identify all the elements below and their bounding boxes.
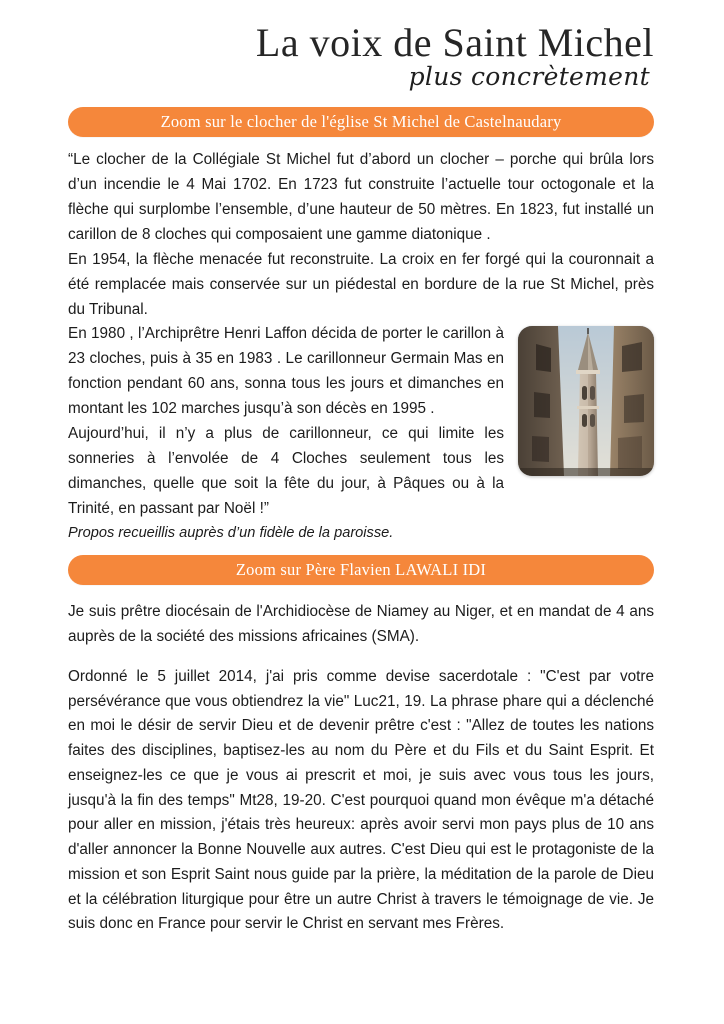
- page-title: La voix de Saint Michel: [255, 20, 654, 65]
- article-clocher: [68, 148, 654, 546]
- photo-illustration: [518, 326, 654, 476]
- paragraph: En 1954, la flèche menacée fut reconstruite. La croix en fer forgé qui la couronnait a été remplacée mais conservée sur un piédestal en bordure de la rue St Michel, près du Tribunal.: [68, 250, 654, 318]
- paragraph: “Le clocher de la Collégiale St Michel fut d’abord un clocher – porche qui brûla lors d’un incendie le 4 Mai 1702. En 1723 fut construite l’actuelle tour octogonale et la flèche qui surplombe l’ensemble, d’une hauteur de 50 mètres. En 1823, fut installé un carillon de 8 cloches qui composaient une gamme diatonique .: [68, 151, 654, 243]
- paragraph: Je suis prêtre diocésain de l'Archidiocèse de Niamey au Niger, et en mandat de 4 ans auprès de la société des missions africaines (SMA).: [68, 602, 654, 645]
- paragraph: Aujourd’hui, il n’y a plus de carillonneur, ce qui limite les sonneries à l’envolée de 4 Cloches seulement tous les dimanches, quelle que soit la fête du jour, à Pâques ou à la Trinité, en passant par Noël !”: [68, 425, 504, 517]
- clocher-eglise-photo: [518, 326, 654, 476]
- article-pere-flavien: [68, 600, 654, 937]
- section-banner-pere-flavien: Zoom sur Père Flavien LAWALI IDI: [68, 555, 654, 585]
- paragraph: En 1980 , l’Archiprêtre Henri Laffon décida de porter le carillon à 23 cloches, puis à 35 en 1983 . Le carillonneur Germain Mas en fonction pendant 60 ans, sonna tous les jours et dimanches en montant les 102 marches jusqu’à son décès en 1995 .: [68, 325, 504, 418]
- masthead: [68, 0, 654, 91]
- section-banner-clocher: Zoom sur le clocher de l'église St Michel de Castelnaudary: [68, 107, 654, 137]
- paragraph: Ordonné le 5 juillet 2014, j'ai pris comme devise sacerdotale : "C'est par votre persévérance que vous obtiendrez la vie" Luc21, 19. La phrase phare qui a déclenché en moi le désir de servir Dieu et de devenir prêtre c'est : "Allez de toutes les nations faites des disciplines, baptisez-les au nom du Père et du Fils et du Saint Esprit. Et enseignez-les ce que je vous ai prescrit et moi, je suis avec vous tous les jours, jusqu'à la fin des temps" Mt28, 19-20. C'est pourquoi quand mon évêque m'a détaché pour aller en mission, j'étais très heureux: après avoir servi mon pays plus de 10 ans d'aller annoncer la Bonne Nouvelle aux autres. C'est Dieu qui est le protagoniste de la mission et son Esprit Saint nous guide par la prière, la méditation de la parole de Dieu et la célébration liturgique pour être un autre Christ à travers le témoignage de vie. Je suis donc en France pour servir le Christ en servant mes Frères.: [68, 667, 654, 933]
- masthead-subtitle: plus concrètement: [408, 62, 650, 91]
- article-credit: Propos recueillis auprès d’un fidèle de la paroisse.: [68, 524, 394, 541]
